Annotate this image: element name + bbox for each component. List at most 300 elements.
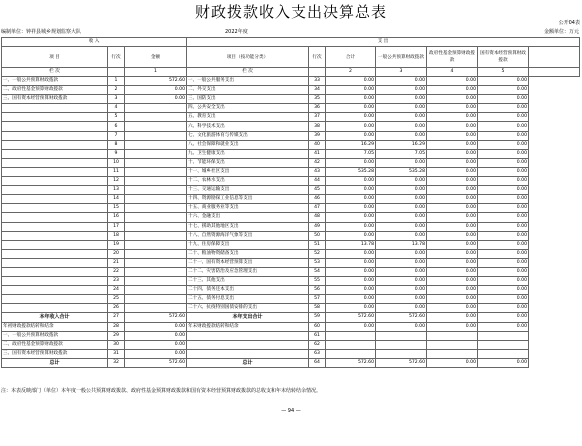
- gov-fund-amount: 0.00: [427, 113, 478, 122]
- amount-unit: 金额单位：万元: [543, 29, 579, 35]
- table-row: [2, 249, 580, 258]
- total-amount: 0.00: [326, 158, 376, 167]
- table-row: [2, 158, 580, 167]
- income-line-no: 26: [108, 304, 125, 313]
- general-budget-amount: 0.00: [376, 295, 427, 304]
- income-item: [2, 167, 108, 176]
- state-capital-amount: 0.00: [478, 304, 529, 313]
- income-item: [2, 213, 108, 222]
- total-amount: 13.78: [326, 240, 376, 249]
- income-line-no: 10: [108, 158, 125, 167]
- income-line-no: 32: [108, 358, 125, 367]
- general-budget-amount: 0.00: [376, 195, 427, 204]
- expense-item: 五、教育支出: [187, 113, 309, 122]
- general-budget-amount: [376, 349, 427, 358]
- total-amount: 0.00: [326, 77, 376, 86]
- income-item: [2, 222, 108, 231]
- gov-fund-amount: 0.00: [427, 95, 478, 104]
- table-row: [2, 149, 580, 158]
- expense-line-header: 行次: [309, 47, 326, 68]
- income-line-no: 6: [108, 122, 125, 131]
- state-capital-amount: 0.00: [478, 267, 529, 276]
- total-amount: 0.00: [326, 322, 376, 331]
- expense-item: 三、国防支出: [187, 95, 309, 104]
- income-item: [2, 286, 108, 295]
- income-amount: [125, 240, 187, 249]
- income-amount: [125, 204, 187, 213]
- general-budget-amount: 0.00: [376, 177, 427, 186]
- income-line-no: 20: [108, 249, 125, 258]
- state-capital-amount: 0.00: [478, 213, 529, 222]
- gov-fund-amount: [427, 349, 478, 358]
- expense-item: 二十二、灾害防治及应急管理支出: [187, 267, 309, 276]
- expense-item: 二十、粮油物资储备支出: [187, 249, 309, 258]
- state-capital-amount: 0.00: [478, 158, 529, 167]
- gov-fund-amount: 0.00: [427, 104, 478, 113]
- state-capital-amount: 0.00: [478, 313, 529, 322]
- total-amount: 0.00: [326, 104, 376, 113]
- total-amount: 0.00: [326, 113, 376, 122]
- income-line-no: 25: [108, 295, 125, 304]
- general-budget-amount: 0.00: [376, 249, 427, 258]
- gov-fund-amount: 0.00: [427, 277, 478, 286]
- income-line-no: 8: [108, 140, 125, 149]
- income-amount: [125, 104, 187, 113]
- expense-item: 本年支出合计: [187, 313, 309, 322]
- general-budget-amount: 572.60: [376, 313, 427, 322]
- income-line-no: 27: [108, 313, 125, 322]
- expense-line-no: 44: [309, 177, 326, 186]
- total-amount: 0.00: [326, 304, 376, 313]
- expense-line-no: 39: [309, 131, 326, 140]
- expense-item: 七、文化旅游体育与传媒支出: [187, 131, 309, 140]
- general-budget-amount: 0.00: [376, 186, 427, 195]
- expense-item: 九、卫生健康支出: [187, 149, 309, 158]
- state-capital-amount: 0.00: [478, 277, 529, 286]
- expense-item: 二、外交支出: [187, 86, 309, 95]
- income-amount: 0.00: [125, 95, 187, 104]
- expense-line-no: 61: [309, 331, 326, 340]
- budget-table: [1, 37, 580, 368]
- income-amount: [125, 258, 187, 267]
- table-row: [2, 122, 580, 131]
- expense-item: 十九、住房保障支出: [187, 240, 309, 249]
- income-item: [2, 267, 108, 276]
- table-row: [2, 113, 580, 122]
- expense-line-no: 64: [309, 358, 326, 367]
- income-amount: [125, 177, 187, 186]
- income-amount: [125, 277, 187, 286]
- income-item: 三、国有资本经营预算财政拨款: [2, 95, 108, 104]
- income-amount: 0.00: [125, 349, 187, 358]
- income-line-no: 16: [108, 213, 125, 222]
- total-amount: 0.00: [326, 286, 376, 295]
- income-line-no: 2: [108, 86, 125, 95]
- fiscal-year: 2022年度: [225, 29, 248, 35]
- expense-item: 二十三、其他支出: [187, 277, 309, 286]
- colno-blank-3: [529, 68, 580, 77]
- colno-3: 3: [376, 68, 427, 77]
- total-amount: [326, 331, 376, 340]
- income-item: 三、国有资本经营预算财政拨款: [2, 349, 108, 358]
- income-line-no: 23: [108, 277, 125, 286]
- gov-fund-amount: 0.00: [427, 267, 478, 276]
- table-row: [2, 240, 580, 249]
- expense-line-no: 62: [309, 340, 326, 349]
- gov-fund-amount: 0.00: [427, 86, 478, 95]
- gov-fund-amount: 0.00: [427, 304, 478, 313]
- gov-fund-amount: 0.00: [427, 231, 478, 240]
- state-capital-header: 国有资本经营预算财政拨款: [478, 47, 529, 68]
- compiling-unit: 编制单位：钟祥县城乡规划监察大队: [1, 29, 82, 35]
- expense-line-no: 60: [309, 322, 326, 331]
- expense-line-no: 46: [309, 195, 326, 204]
- expense-line-no: 59: [309, 313, 326, 322]
- table-row: [2, 349, 580, 358]
- total-amount: 0.00: [326, 95, 376, 104]
- general-budget-amount: 0.00: [376, 158, 427, 167]
- state-capital-amount: [478, 349, 529, 358]
- state-capital-amount: 0.00: [478, 322, 529, 331]
- general-budget-header: 一般公共预算财政拨款: [376, 47, 427, 68]
- total-amount: 0.00: [326, 131, 376, 140]
- footnote: 注：本表反映部门（单位）本年度一般公共预算财政拨款、政府性基金预算财政拨款和国有资本经营预算财政拨款的总收支和年末结转结余情况。: [1, 388, 322, 394]
- expense-line-no: 52: [309, 249, 326, 258]
- expense-item: 年末财政拨款结转和结余: [187, 322, 309, 331]
- state-capital-amount: [478, 340, 529, 349]
- header-row-colno: [2, 68, 580, 77]
- gov-fund-amount: 0.00: [427, 295, 478, 304]
- table-row: [2, 131, 580, 140]
- income-amount: [125, 131, 187, 140]
- income-line-no: 19: [108, 240, 125, 249]
- income-line-header: 行次: [108, 47, 125, 68]
- table-row: [2, 104, 580, 113]
- income-amount: [125, 304, 187, 313]
- income-amount-header: 金额: [125, 47, 187, 68]
- colno-blank-2: [309, 68, 326, 77]
- gov-fund-amount: 0.00: [427, 213, 478, 222]
- income-line-no: 12: [108, 177, 125, 186]
- state-capital-amount: 0.00: [478, 140, 529, 149]
- colno-label: 栏 次: [2, 68, 108, 77]
- expense-line-no: 45: [309, 186, 326, 195]
- gov-fund-amount: 0.00: [427, 167, 478, 176]
- table-row: [2, 95, 580, 104]
- gov-fund-header: 政府性基金预算财政拨款: [427, 47, 478, 68]
- state-capital-amount: 0.00: [478, 113, 529, 122]
- total-amount: 0.00: [326, 122, 376, 131]
- state-capital-amount: 0.00: [478, 249, 529, 258]
- total-header: 合计: [326, 47, 376, 68]
- expense-line-no: 42: [309, 158, 326, 167]
- gov-fund-amount: [427, 331, 478, 340]
- expense-item: 总计: [187, 358, 309, 367]
- expense-line-no: 53: [309, 258, 326, 267]
- table-row: [2, 358, 580, 367]
- state-capital-amount: 0.00: [478, 77, 529, 86]
- state-capital-amount: 0.00: [478, 131, 529, 140]
- expense-item: 二十一、国有资本经营预算支出: [187, 258, 309, 267]
- form-number: 公开04表: [558, 20, 580, 26]
- total-amount: 572.60: [326, 358, 376, 367]
- general-budget-amount: 0.00: [376, 277, 427, 286]
- total-amount: 0.00: [326, 249, 376, 258]
- state-capital-amount: 0.00: [478, 149, 529, 158]
- gov-fund-amount: 0.00: [427, 149, 478, 158]
- gov-fund-amount: 0.00: [427, 177, 478, 186]
- table-row: [2, 222, 580, 231]
- colno-label-right: 栏 次: [187, 68, 309, 77]
- income-line-no: 1: [108, 77, 125, 86]
- table-row: [2, 331, 580, 340]
- gov-fund-amount: 0.00: [427, 222, 478, 231]
- table-row: [2, 258, 580, 267]
- table-row: [2, 295, 580, 304]
- income-item: [2, 204, 108, 213]
- table-row: [2, 77, 580, 86]
- gov-fund-amount: 0.00: [427, 186, 478, 195]
- total-amount: 0.00: [326, 213, 376, 222]
- colno-1: 1: [125, 68, 187, 77]
- gov-fund-amount: 0.00: [427, 249, 478, 258]
- general-budget-amount: 16.29: [376, 140, 427, 149]
- income-amount: [125, 295, 187, 304]
- income-amount: [125, 122, 187, 131]
- table-row: [2, 231, 580, 240]
- expense-line-no: 55: [309, 277, 326, 286]
- gov-fund-amount: 0.00: [427, 122, 478, 131]
- expense-item: 二十五、债务付息支出: [187, 295, 309, 304]
- income-line-no: 11: [108, 167, 125, 176]
- income-amount: [125, 113, 187, 122]
- income-amount: 0.00: [125, 331, 187, 340]
- income-line-no: 13: [108, 186, 125, 195]
- total-amount: 0.00: [326, 267, 376, 276]
- state-capital-amount: 0.00: [478, 104, 529, 113]
- income-item: [2, 177, 108, 186]
- total-amount: 0.00: [326, 186, 376, 195]
- general-budget-amount: 0.00: [376, 86, 427, 95]
- expense-item: 十五、商业服务业等支出: [187, 204, 309, 213]
- general-budget-amount: 572.60: [376, 358, 427, 367]
- gov-fund-amount: 0.00: [427, 140, 478, 149]
- income-line-no: 5: [108, 113, 125, 122]
- expense-line-no: 50: [309, 231, 326, 240]
- table-row: [2, 267, 580, 276]
- income-amount: [125, 231, 187, 240]
- income-item: [2, 186, 108, 195]
- table-row: [2, 340, 580, 349]
- state-capital-amount: 0.00: [478, 358, 529, 367]
- income-item: 本年收入合计: [2, 313, 108, 322]
- total-amount: 0.00: [326, 277, 376, 286]
- table-row: [2, 322, 580, 331]
- table-row: [2, 186, 580, 195]
- gov-fund-amount: 0.00: [427, 313, 478, 322]
- income-amount: [125, 286, 187, 295]
- expense-line-no: 36: [309, 104, 326, 113]
- total-amount: 0.00: [326, 177, 376, 186]
- state-capital-amount: 0.00: [478, 122, 529, 131]
- expense-line-no: 38: [309, 122, 326, 131]
- expense-line-no: 47: [309, 204, 326, 213]
- general-budget-amount: 0.00: [376, 267, 427, 276]
- expense-item: 二十六、抗疫特别国债安排的支出: [187, 304, 309, 313]
- general-budget-amount: [376, 340, 427, 349]
- general-budget-amount: 7.05: [376, 149, 427, 158]
- expense-item: [187, 331, 309, 340]
- state-capital-amount: 0.00: [478, 240, 529, 249]
- income-line-no: 3: [108, 95, 125, 104]
- income-item: 总计: [2, 358, 108, 367]
- expense-line-no: 40: [309, 140, 326, 149]
- income-line-no: 4: [108, 104, 125, 113]
- state-capital-amount: 0.00: [478, 86, 529, 95]
- table-row: [2, 213, 580, 222]
- expense-line-no: 49: [309, 222, 326, 231]
- income-amount: [125, 140, 187, 149]
- income-item: [2, 131, 108, 140]
- table-row: [2, 86, 580, 95]
- table-row: [2, 313, 580, 322]
- income-line-no: 17: [108, 222, 125, 231]
- income-amount: [125, 167, 187, 176]
- expense-line-no: 43: [309, 167, 326, 176]
- income-line-no: 31: [108, 349, 125, 358]
- colno-2: 2: [326, 68, 376, 77]
- expense-item: 十四、资源勘探工业信息等支出: [187, 195, 309, 204]
- report-meta: [1, 29, 579, 36]
- gov-fund-amount: 0.00: [427, 195, 478, 204]
- total-amount: 0.00: [326, 86, 376, 95]
- expense-item: 十八、自然资源海洋气象等支出: [187, 231, 309, 240]
- general-budget-amount: [376, 331, 427, 340]
- general-budget-amount: 0.00: [376, 213, 427, 222]
- general-budget-amount: 0.00: [376, 122, 427, 131]
- general-budget-amount: 0.00: [376, 77, 427, 86]
- total-amount: 0.00: [326, 231, 376, 240]
- expense-item: 十一、城乡社区支出: [187, 167, 309, 176]
- total-amount: 0.00: [326, 204, 376, 213]
- general-budget-amount: 0.00: [376, 95, 427, 104]
- income-line-no: 14: [108, 195, 125, 204]
- table-row: [2, 195, 580, 204]
- state-capital-amount: 0.00: [478, 258, 529, 267]
- total-amount: 7.05: [326, 149, 376, 158]
- income-line-no: 18: [108, 231, 125, 240]
- income-item: 二、政府性基金预算财政拨款: [2, 340, 108, 349]
- general-budget-amount: 535.28: [376, 167, 427, 176]
- income-amount: [125, 222, 187, 231]
- income-line-no: 9: [108, 149, 125, 158]
- income-item: [2, 240, 108, 249]
- state-capital-amount: 0.00: [478, 231, 529, 240]
- income-amount: 0.00: [125, 322, 187, 331]
- report-title: 财政拨款收入支出决算总表: [194, 3, 387, 21]
- state-capital-amount: [478, 331, 529, 340]
- income-amount: [125, 267, 187, 276]
- income-amount: 0.00: [125, 86, 187, 95]
- total-amount: 16.29: [326, 140, 376, 149]
- income-item: [2, 295, 108, 304]
- colno-5: 5: [478, 68, 529, 77]
- state-capital-amount: 0.00: [478, 195, 529, 204]
- income-amount: 0.00: [125, 340, 187, 349]
- income-amount: [125, 195, 187, 204]
- header-row-columns: [2, 47, 580, 68]
- gov-fund-amount: 0.00: [427, 77, 478, 86]
- income-line-no: 28: [108, 322, 125, 331]
- gov-fund-amount: 0.00: [427, 286, 478, 295]
- income-line-no: 7: [108, 131, 125, 140]
- state-capital-amount: 0.00: [478, 204, 529, 213]
- total-amount: 572.60: [326, 313, 376, 322]
- total-amount: [326, 340, 376, 349]
- income-line-no: 30: [108, 340, 125, 349]
- expense-line-no: 35: [309, 95, 326, 104]
- general-budget-amount: 0.00: [376, 304, 427, 313]
- gov-fund-amount: 0.00: [427, 131, 478, 140]
- income-item: [2, 277, 108, 286]
- table-row: [2, 140, 580, 149]
- expense-item: 十、节能环保支出: [187, 158, 309, 167]
- income-line-no: 21: [108, 258, 125, 267]
- total-amount: 0.00: [326, 295, 376, 304]
- income-item: 二、政府性基金预算财政拨款: [2, 86, 108, 95]
- general-budget-amount: 0.00: [376, 204, 427, 213]
- income-item-header: 项 目: [2, 47, 108, 68]
- table-row: [2, 167, 580, 176]
- income-amount: 572.60: [125, 77, 187, 86]
- total-amount: [326, 349, 376, 358]
- income-item: 一、一般公共预算财政拨款: [2, 77, 108, 86]
- income-item: [2, 231, 108, 240]
- total-amount: 0.00: [326, 222, 376, 231]
- income-item: [2, 258, 108, 267]
- colno-blank-1: [108, 68, 125, 77]
- expense-item: 十二、农林水支出: [187, 177, 309, 186]
- general-budget-amount: 13.78: [376, 240, 427, 249]
- income-item: [2, 140, 108, 149]
- income-item: [2, 113, 108, 122]
- expense-item-header: 项目（按功能分类）: [187, 47, 309, 68]
- gov-fund-amount: 0.00: [427, 358, 478, 367]
- income-amount: [125, 149, 187, 158]
- gov-fund-amount: 0.00: [427, 204, 478, 213]
- general-budget-amount: 0.00: [376, 231, 427, 240]
- expense-line-no: 51: [309, 240, 326, 249]
- state-capital-amount: 0.00: [478, 167, 529, 176]
- gov-fund-amount: 0.00: [427, 158, 478, 167]
- state-capital-amount: 0.00: [478, 177, 529, 186]
- expense-item: 十七、援助其他地区支出: [187, 222, 309, 231]
- income-item: [2, 122, 108, 131]
- gov-fund-amount: [427, 340, 478, 349]
- expense-item: 四、公共安全支出: [187, 104, 309, 113]
- state-capital-amount: 0.00: [478, 222, 529, 231]
- expense-line-no: 48: [309, 213, 326, 222]
- total-amount: 535.28: [326, 167, 376, 176]
- state-capital-amount: 0.00: [478, 295, 529, 304]
- expense-line-no: 57: [309, 295, 326, 304]
- expense-item: 十三、交通运输支出: [187, 186, 309, 195]
- gov-fund-amount: 0.00: [427, 258, 478, 267]
- expense-item: [187, 340, 309, 349]
- page-number: — 94 —: [281, 408, 301, 414]
- income-amount: 572.60: [125, 358, 187, 367]
- general-budget-amount: 0.00: [376, 113, 427, 122]
